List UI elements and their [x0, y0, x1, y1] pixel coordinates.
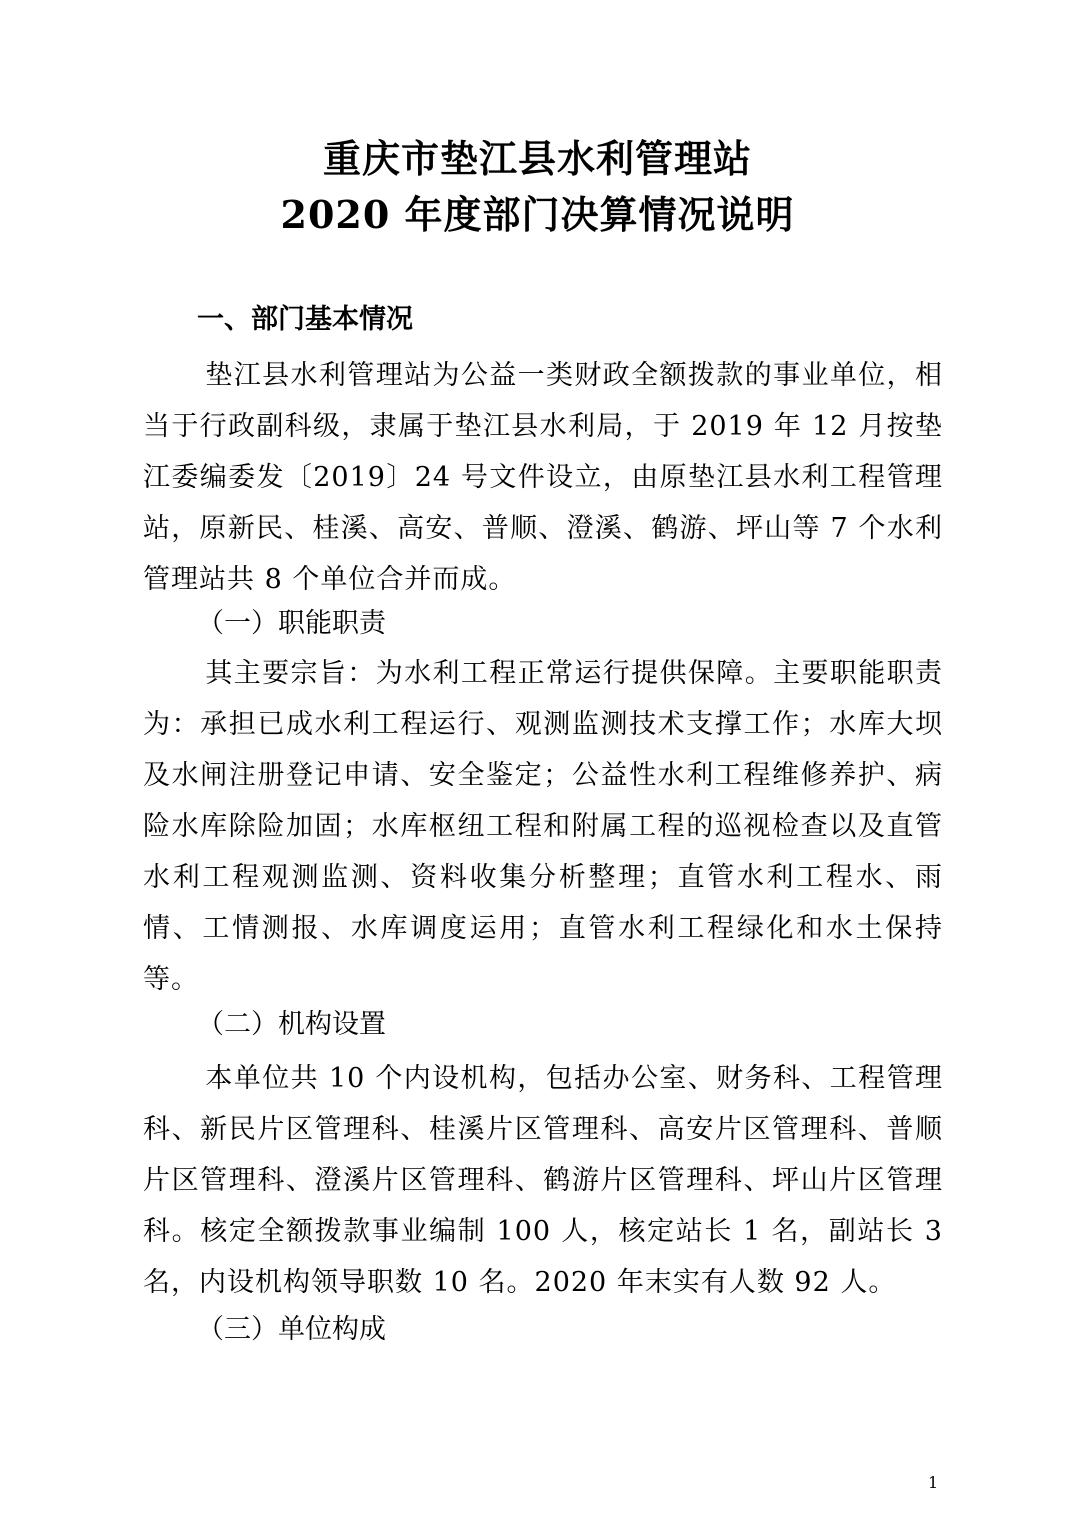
document-title-line1: 重庆市垫江县水利管理站	[322, 136, 752, 181]
subheading-unit-composition: （三）单位构成	[197, 1314, 386, 1345]
section-heading-basic-info: 一、部门基本情况	[197, 304, 413, 335]
duties-paragraph	[143, 648, 943, 1005]
document-title-line2: 2020 年度部门决算情况说明	[280, 192, 795, 237]
subheading-duties: （一）职能职责	[197, 608, 386, 639]
subheading-organization: （二）机构设置	[197, 1009, 386, 1040]
organization-paragraph	[143, 1053, 943, 1308]
page-number: 1	[928, 1473, 939, 1492]
organization-text: 本单位共 10 个内设机构，包括办公室、财务科、工程管理科、新民片区管理科、桂溪片区管理科、高安片区管理科、普顺片区管理科、澄溪片区管理科、鹤游片区管理科、坪山片区管理科。核定全额拨款事业编制 100 人，核定站长 1 名，副站长 3 名，内设机构领导职数 10 名。2020 年末实有人数 92 人。	[143, 1063, 943, 1298]
duties-text: 其主要宗旨：为水利工程正常运行提供保障。主要职能职责为：承担已成水利工程运行、观测监测技术支撑工作；水库大坝及水闸注册登记申请、安全鉴定；公益性水利工程维修养护、病险水库除险加固；水库枢纽工程和附属工程的巡视检查以及直管水利工程观测监测、资料收集分析整理；直管水利工程水、雨情、工情测报、水库调度运用；直管水利工程绿化和水土保持等。	[143, 658, 943, 995]
intro-paragraph	[143, 350, 943, 605]
intro-text: 垫江县水利管理站为公益一类财政全额拨款的事业单位，相当于行政副科级，隶属于垫江县水利局，于 2019 年 12 月按垫江委编委发〔2019〕24 号文件设立，由原垫江县水利工程管理站，原新民、桂溪、高安、普顺、澄溪、鹤游、坪山等 7 个水利管理站共 8 个单位合并而成。	[143, 360, 943, 595]
